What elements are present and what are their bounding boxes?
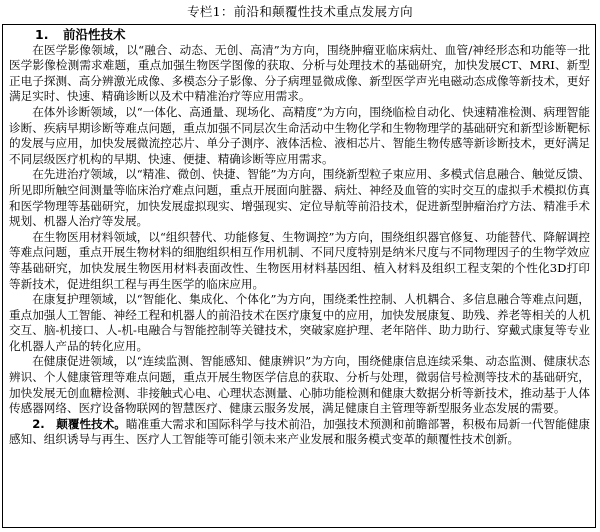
section-heading-frontier xyxy=(9,27,590,43)
paragraph-advanced-therapy: 在先进治疗领域，以“精准、微创、快捷、智能”为方向，围绕新型粒子束应用、多模式信息融合、触觉反馈、所见即所触空间测量等临床治疗难点问题，重点开展面向脏器、病灶、神经及血管的实时交互的虚拟手术模拟仿真和医学物理等基础研究，加快发展虚拟现实、增强现实、定位导航等前沿技术，促进新型肿瘤治疗方法、精准手术规划、机器人治疗等发展。 xyxy=(9,167,590,229)
box-title: 专栏1：前沿和颠覆性技术重点发展方向 xyxy=(187,4,413,19)
paragraph-in-vitro-diagnosis: 在体外诊断领域，以“一体化、高通量、现场化、高精度”为方向，围绕临检自动化、快速精准检测、病理智能诊断、疾病早期诊断等难点问题，重点加强不同层次生命活动中生物化学和生物物理学的基础研究和新型诊断靶标的发展与应用，加快发展微流控芯片、单分子测序、液体活检、液相芯片、智能生物传感等新诊断技术，更好满足不同层级医疗机构的早期、快速、便捷、精确诊断等应用需求。 xyxy=(9,104,590,166)
disruptive-tech-text: 瞄准重大需求和国际科学与技术前沿，加强技术预测和前瞻部署，积极布局新一代智能健康感知、组织诱导与再生、医疗人工智能等可能引领未来产业发展和服务模式变革的颠覆性技术创新。 xyxy=(9,416,590,447)
section-number: 1. xyxy=(35,27,49,42)
disruptive-tech-heading: 2. 颠覆性技术。 xyxy=(32,416,126,431)
paragraph-biomaterials: 在生物医用材料领域，以“组织替代、功能修复、生物调控”为方向，围绕组织器官修复、功能替代、降解调控等难点问题，重点开展生物材料的细胞组织相互作用机制、不同尺度特别是纳米尺度与不同物理因子的生物学效应等基础研究，加快发展生物医用材料表面改性、生物医用材料基因组、植入材料及组织工程支架的个性化3D打印等新技术，促进组织工程与再生医学的临床应用。 xyxy=(9,229,590,291)
content-box xyxy=(2,24,596,528)
paragraph-medical-imaging: 在医学影像领域，以“融合、动态、无创、高清”为方向，围绕肿瘤亚临床病灶、血管/神经形态和功能等一批医学影像检测需求难题，重点加强生物医学图像的获取、分析与处理技术的基础研究，加快发展CT、MRI、新型正电子探测、高分辨激光成像、多模态分子影像、分子病理显微成像、新型医学声光电磁动态成像等新技术，更好满足实时、快速、精确诊断以及术中精准治疗等应用需求。 xyxy=(9,42,590,104)
section-title: 前沿性技术 xyxy=(63,27,126,42)
paragraph-health-promotion: 在健康促进领域，以“连续监测、智能感知、健康辨识”为方向，围绕健康信息连续采集、动态监测、健康状态辨识、个人健康管理等难点问题，重点开展生物医学信息的获取、分析与处理，微弱信号检测等技术的基础研究，加快发展无创血糖检测、非接触式心电、心理状态测量、心肺功能检测和健康大数据分析等新技术，推动基于人体传感器网络、医疗设备物联网的智慧医疗、健康云服务发展，满足健康自主管理等新型服务业态发展的需要。 xyxy=(9,354,590,416)
paragraph-rehab-care: 在康复护理领域，以“智能化、集成化、个体化”为方向，围绕柔性控制、人机耦合、多信息融合等难点问题，重点加强人工智能、神经工程和机器人的前沿技术在医疗康复中的应用，加快发展康复、助残、养老等相关的人机交互、脑-机接口、人-机-电融合与智能控制等关键技术，突破家庭护理、老年陪伴、助力助行、穿戴式康复等专业化机器人产品的转化应用。 xyxy=(9,292,590,353)
paragraph-disruptive-tech xyxy=(9,417,590,448)
